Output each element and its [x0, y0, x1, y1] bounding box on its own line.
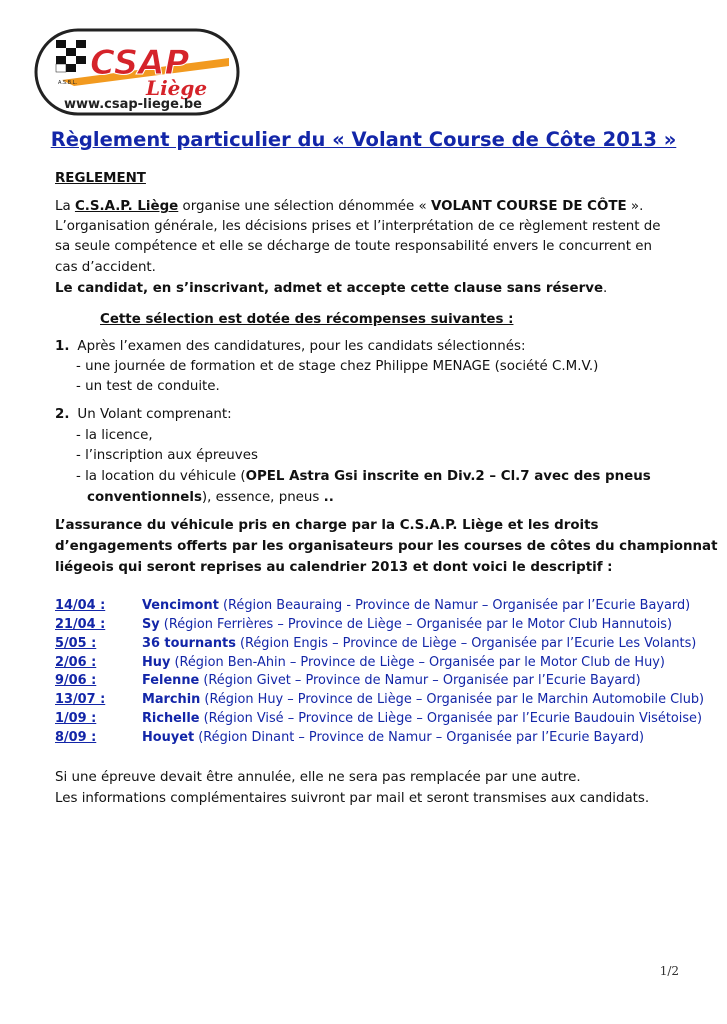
- reward-2-line-5: conventionnels), essence, pneus ..: [87, 490, 334, 505]
- svg-text:www.csap-liege.be: www.csap-liege.be: [64, 97, 202, 112]
- insurance-line-3: liégeois qui seront reprises au calendrier 2013 et dont voici le descriptif :: [55, 560, 613, 575]
- calendar-place: Marchin: [142, 692, 201, 707]
- reward-2-line-4: - la location du véhicule (OPEL Astra Gsi inscrite en Div.2 – Cl.7 avec des pneus: [76, 469, 651, 484]
- svg-text:A.S.B.L.: A.S.B.L.: [58, 80, 78, 86]
- page-number: 1/2: [659, 964, 679, 978]
- calendar-detail: (Région Huy – Province de Liège – Organisée par le Marchin Automobile Club): [200, 692, 705, 707]
- calendar-row: [55, 709, 702, 728]
- selection-name: VOLANT COURSE DE CÔTE: [430, 199, 627, 214]
- calendar-place: Vencimont: [142, 598, 219, 613]
- reward-2-line-3: - l’inscription aux épreuves: [76, 448, 258, 463]
- insurance-line-2: d’engagements offerts par les organisateurs pour les courses de côtes du championnat: [55, 539, 718, 554]
- calendar-detail: (Région Engis – Province de Liège – Organisée par l’Ecurie Les Volants): [235, 636, 697, 651]
- calendar-place: Houyet: [142, 730, 195, 745]
- section-heading: REGLEMENT: [55, 171, 146, 186]
- reward-2-line-1: 2. Un Volant comprenant:: [55, 407, 232, 422]
- calendar-detail: (Région Ben-Ahin – Province de Liège – Organisée par le Motor Club de Huy): [170, 655, 665, 670]
- calendar-date: 1/09 :: [55, 711, 97, 726]
- calendar-date: 13/07 :: [55, 692, 106, 707]
- calendar-place: Sy: [142, 617, 160, 632]
- svg-text:CSAP: CSAP: [90, 43, 190, 83]
- reward-1-line-1: 1. Après l’examen des candidatures, pour les candidats sélectionnés:: [55, 339, 526, 354]
- calendar-row: [55, 653, 665, 672]
- org-name: C.S.A.P. Liège: [74, 199, 179, 214]
- calendar-row: [55, 596, 690, 615]
- calendar-date: 5/05 :: [55, 636, 97, 651]
- calendar-date: 8/09 :: [55, 730, 97, 745]
- closing-line-1: Si une épreuve devait être annulée, elle ne sera pas remplacée par une autre.: [55, 770, 581, 785]
- calendar-row: [55, 615, 672, 634]
- calendar-detail: (Région Ferrières – Province de Liège – Organisée par le Motor Club Hannutois): [159, 617, 673, 632]
- calendar-date: 2/06 :: [55, 655, 97, 670]
- calendar-place: Felenne: [142, 673, 200, 688]
- insurance-line-1: L’assurance du véhicule pris en charge par la C.S.A.P. Liège et les droits: [55, 518, 599, 533]
- calendar-row: [55, 634, 696, 653]
- calendar-detail: (Région Givet – Province de Namur – Organisée par l’Ecurie Bayard): [199, 673, 641, 688]
- intro-line-1: La C.S.A.P. Liège organise une sélection dénommée « VOLANT COURSE DE CÔTE ».: [55, 199, 644, 214]
- intro-line-5: Le candidat, en s’inscrivant, admet et accepte cette clause sans réserve.: [55, 281, 608, 296]
- rewards-heading: Cette sélection est dotée des récompenses suivantes :: [100, 312, 514, 327]
- calendar-date: 9/06 :: [55, 673, 97, 688]
- calendar-place: Huy: [142, 655, 171, 670]
- reward-2-line-2: - la licence,: [76, 428, 153, 443]
- reward-1-line-3: - un test de conduite.: [76, 379, 220, 394]
- calendar-date: 14/04 :: [55, 598, 106, 613]
- calendar-place: Richelle: [142, 711, 200, 726]
- calendar-detail: (Région Beauraing - Province de Namur – Organisée par l’Ecurie Bayard): [218, 598, 691, 613]
- calendar-detail: (Région Visé – Province de Liège – Organisée par l’Ecurie Baudouin Visétoise): [199, 711, 703, 726]
- page-title: Règlement particulier du « Volant Course de Côte 2013 »: [50, 128, 677, 151]
- intro-line-2: L’organisation générale, les décisions prises et l’interprétation de ce règlement restent de: [55, 219, 661, 234]
- calendar-row: [55, 690, 704, 709]
- calendar-date: 21/04 :: [55, 617, 106, 632]
- calendar-place: 36 tournants: [142, 636, 236, 651]
- intro-line-3: sa seule compétence et elle se décharge de toute responsabilité envers le concurrent en: [55, 239, 653, 254]
- csap-logo: [34, 28, 240, 116]
- vehicle-name: OPEL Astra Gsi inscrite en Div.2 – Cl.7 avec des pneus: [245, 469, 651, 484]
- svg-text:Liège: Liège: [146, 76, 208, 100]
- calendar-row: [55, 728, 644, 747]
- calendar-row: [55, 671, 641, 690]
- closing-line-2: Les informations complémentaires suivront par mail et seront transmises aux candidats.: [55, 791, 650, 806]
- calendar-detail: (Région Dinant – Province de Namur – Organisée par l’Ecurie Bayard): [194, 730, 645, 745]
- reward-1-line-2: - une journée de formation et de stage chez Philippe MENAGE (société C.M.V.): [76, 359, 599, 374]
- intro-line-4: cas d’accident.: [55, 260, 156, 275]
